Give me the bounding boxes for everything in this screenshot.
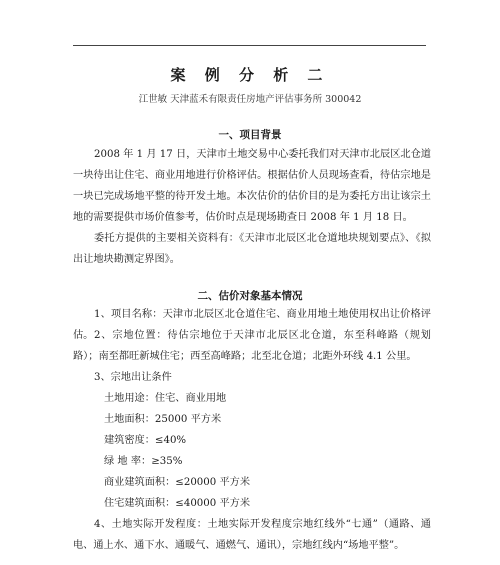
author-line: 江世敏 天津蓝禾有限责任房地产评估事务所 300042	[138, 94, 362, 105]
condition-land-area: 土地面积：25000 平方米	[104, 414, 222, 425]
condition-building-density: 建筑密度：≤40%	[104, 435, 187, 446]
background-paragraph-1: 2008 年 1 月 17 日，天津市土地交易中心委托我们对天津市北辰区北仓道一块待出让住宅、商业用地进行价格评估。根据估价人员现场查看，待估宗地是一块已完成场地平整的待开发土地。本次估价的估价目的是为委托方出让该宗土地的需要提供市场价值参考，估价时点是现场勘查日 2008 年 1 月 18 日。	[73, 149, 431, 223]
section-heading-background: 一、项目背景	[218, 129, 282, 141]
condition-commercial-area: 商业建筑面积：≤20000 平方米	[104, 477, 251, 488]
document-title: 案 例 分 析 二	[170, 66, 330, 84]
section-heading-property: 二、估价对象基本情况	[197, 290, 303, 302]
condition-green-ratio: 绿 地 率：≥35%	[104, 456, 183, 467]
condition-residential-area: 住宅建筑面积：≤40000 平方米	[104, 498, 251, 509]
property-item-3: 3、宗地出让条件	[94, 372, 172, 383]
property-item-4: 4、土地实际开发程度：土地实际开发程度宗地红线外“七通”（通路、通电、通上水、通下水、通暖气、通燃气、通讯），宗地红线内“场地平整”。	[73, 519, 431, 551]
background-paragraph-2: 委托方提供的主要相关资料有：《天津市北辰区北仓道地块规划要点》、《拟出让地块勘测定界图》。	[73, 233, 431, 265]
header-rule	[73, 45, 426, 46]
condition-land-use: 土地用途：住宅、商业用地	[104, 393, 227, 404]
property-item-2: 2、宗地位置：待估宗地位于天津市北辰区北仓道，东至科峰路（规划路）；南至都旺新城住宅；西至高峰路；北至北仓道；北距外环线 4.1 公里。	[73, 330, 431, 362]
property-item-1: 1、项目名称：天津市北辰区北仓道住宅、商业用地土地使用权出让价格评估。	[73, 309, 431, 341]
